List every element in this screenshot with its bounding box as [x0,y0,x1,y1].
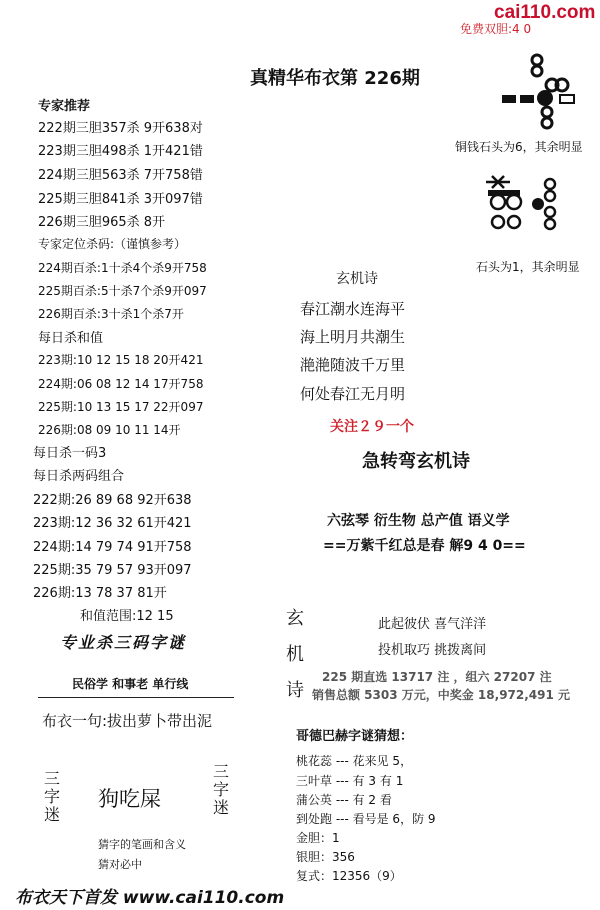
caption-1: 铜钱石头为6，其余明显 [455,140,583,154]
godel-line: 三叶草 --- 有 3 有 1 [296,774,404,788]
expert-line: 226期三胆965杀 8开 [38,215,166,230]
liangma-line: 224期:14 79 74 91开758 [33,540,192,555]
hezhi-line: 226期:08 09 10 11 14开 [38,423,181,437]
godel-line: 复式：12356（9） [296,869,402,883]
godel-line: 桃花蕊 --- 花来见 5， [296,754,413,768]
godel-line: 到处跑 --- 看号是 6，防 9 [296,812,436,826]
riddle-word: 狗吃屎 [98,787,161,811]
wanzi-line: ==万紫千红总是春 解9 4 0== [323,538,526,554]
buyi-line: 布衣一句:拔出萝卜带出泥 [42,712,213,730]
hezhi-range: 和值范围:12 15 [80,609,174,624]
godel-line: 蒲公英 --- 有 2 看 [296,793,392,807]
liangma-line: 225期:35 79 57 93开097 [33,563,192,578]
free-double-text: 免费双胆:4 0 [460,22,532,36]
expert-line: 225期三胆841杀 3开097错 [38,192,203,207]
liangma-line: 222期:26 89 68 92开638 [33,493,192,508]
sales-line: 225 期直选 13717 注 ，组六 27207 注 [322,670,552,684]
caption-2: 石头为1，其余明显 [476,260,580,274]
footer: 布衣天下首发 www.cai110.com [15,888,285,908]
xuanji-char: 诗 [286,680,304,701]
follow-text: 关注２９一个 [330,419,414,435]
dingwei-line: 226期百杀:3十杀1个杀7开 [38,307,184,321]
dingwei-line: 225期百杀:5十杀7个杀9开097 [38,284,207,298]
dingwei-line: 224期百杀:1十杀4个杀9开758 [38,261,207,275]
godel-title: 哥德巴赫字谜猜想： [296,729,414,744]
stone-pictogram-icon [478,170,568,250]
sanzimi-left: 三字迷 [43,769,60,824]
sales-line: 销售总额 5303 万元，中奖金 18,972,491 元 [312,688,571,702]
riddle-heading: 专业杀三码字谜 [60,633,187,652]
site-logo: cai110.com [494,2,596,23]
liangma-line: 226期:13 78 37 81开 [33,586,167,601]
riddle-hint: 猜对必中 [98,858,142,871]
poem-line: 何处春江无月明 [300,385,406,403]
poem-line: 滟滟随波千万里 [300,356,406,374]
expert-heading: 专家推荐 [38,99,91,114]
xuanji-char: 机 [286,644,304,665]
godel-line: 银胆：356 [296,850,355,864]
hezhi-heading: 每日杀和值 [38,331,104,346]
six-line: 六弦琴 衍生物 总产值 语义学 [327,513,510,529]
hezhi-line: 223期:10 12 15 18 20开421 [38,353,204,367]
liangma-line: 223期:12 36 32 61开421 [33,516,192,531]
divider [38,697,234,698]
yima-heading: 每日杀一码3 [33,446,107,461]
copper-coin-stone-icon [500,50,590,135]
expert-line: 223期三胆498杀 1开421错 [38,144,203,159]
xuanji-char: 玄 [286,608,304,629]
sanzimi-right: 三字迷 [212,762,229,817]
riddle-hint: 猜字的笔画和含义 [98,838,186,851]
hezhi-line: 225期:10 13 15 17 22开097 [38,400,204,414]
expert-line: 222期三胆357杀 9开638对 [38,121,203,136]
godel-line: 金胆：1 [296,831,340,845]
page-title: 真精华布衣第 226期 [250,68,420,89]
brainteaser-title: 急转弯玄机诗 [362,451,470,472]
poem-line: 春江潮水连海平 [300,300,406,318]
dingwei-heading: 专家定位杀码:（谨慎参考） [38,237,187,251]
folk-line: 民俗学 和事老 单行线 [72,677,189,691]
hezhi-line: 224期:06 08 12 14 17开758 [38,377,204,391]
idiom-line: 投机取巧 挑拨离间 [378,643,487,658]
expert-line: 224期三胆563杀 7开758错 [38,168,203,183]
poem-line: 海上明月共潮生 [300,328,406,346]
liangma-heading: 每日杀两码组合 [33,469,125,484]
idiom-line: 此起彼伏 喜气洋洋 [378,617,487,632]
poem-title: 玄机诗 [336,271,378,287]
